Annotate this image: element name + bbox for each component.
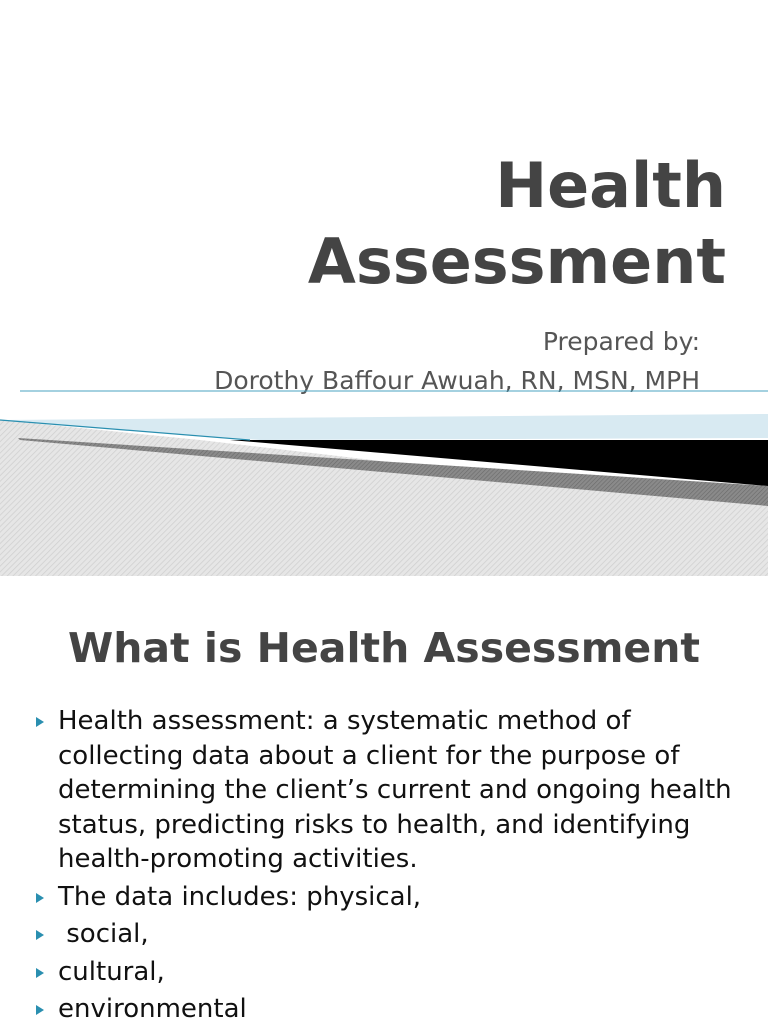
title-line-2: Assessment xyxy=(307,225,726,298)
bullet-item xyxy=(34,955,754,990)
bullet-item xyxy=(34,880,754,915)
bullet-text: environmental xyxy=(58,994,247,1024)
author-name: Dorothy Baffour Awuah, RN, MSN, MPH xyxy=(214,366,700,395)
bullet-text: social, xyxy=(58,919,149,949)
triangle-bullet-icon xyxy=(36,930,44,940)
bullet-text: The data includes: physical, xyxy=(58,881,422,912)
title-line-1: Health xyxy=(495,149,726,222)
triangle-bullet-icon xyxy=(36,717,44,727)
bullet-item xyxy=(34,917,754,952)
content-slide-title: What is Health Assessment xyxy=(67,624,701,672)
content-slide xyxy=(0,576,768,1024)
bullet-item xyxy=(34,704,754,877)
triangle-bullet-icon xyxy=(36,968,44,978)
prepared-by-label: Prepared by: xyxy=(542,327,700,356)
triangle-bullet-icon xyxy=(36,893,44,903)
bullet-text: Health assessment: a systematic method of collecting data about a client for the purpose of determining the client’s current and ongoing health status, predicting risks to health, and identifying health-promoting activities. xyxy=(58,706,740,874)
bullet-item xyxy=(34,992,754,1024)
bullet-text: cultural, xyxy=(58,956,165,987)
triangle-bullet-icon xyxy=(36,1005,44,1015)
bullet-list xyxy=(34,704,754,1024)
